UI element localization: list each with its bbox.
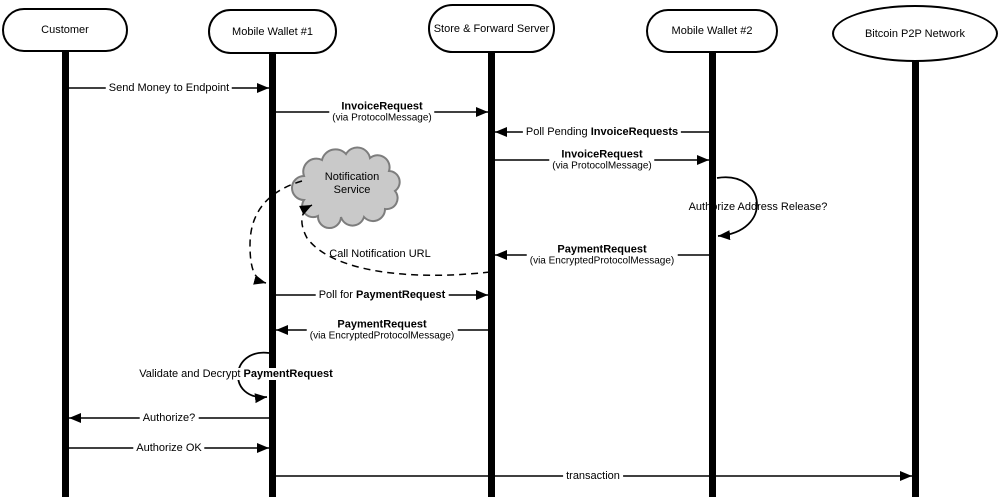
lifeline-wallet1: [269, 54, 276, 497]
actor-header-customer: [2, 8, 128, 52]
self-message-label-validate-and-decrypt-paymentrequest-text: Validate and Decrypt PaymentRequest: [139, 368, 333, 380]
message-label-send-money-to-endpoint-text: Send Money to Endpoint: [108, 82, 230, 94]
actor-header-bitcoin: [832, 5, 998, 62]
actor-header-wallet1: [208, 9, 337, 54]
actor-label-wallet2: Mobile Wallet #2: [671, 25, 753, 37]
actor-label-server: Store & Forward Server: [433, 22, 550, 35]
message-label-transaction: [563, 470, 623, 482]
notification-service-label-line: Service: [333, 184, 371, 196]
message-label-invoice-request-to-server-text: InvoiceRequest: [341, 100, 423, 113]
lifeline-server: [488, 52, 495, 497]
notification-service-label: [325, 171, 379, 197]
actor-label-bitcoin: Bitcoin P2P Network: [864, 27, 966, 40]
message-label-invoice-request-to-wallet2: [549, 149, 654, 172]
dashed-label-call-notification-url: [329, 248, 430, 260]
message-label-poll-for-paymentrequest: [316, 289, 449, 301]
lifeline-wallet2: [709, 52, 716, 497]
message-label-transaction-text: transaction: [566, 470, 620, 482]
message-label-poll-for-paymentrequest-text: Poll for PaymentRequest: [318, 289, 446, 301]
actor-label-customer: Customer: [41, 24, 89, 36]
message-label-invoice-request-to-wallet2-text: InvoiceRequest: [561, 148, 643, 161]
message-label-poll-pending-invoicerequests: [523, 126, 681, 138]
message-label-payment-request-to-wallet1-text: PaymentRequest: [337, 318, 427, 331]
message-label-payment-request-to-server-text: PaymentRequest: [557, 243, 647, 256]
notification-service-label-line: Notification: [324, 171, 380, 183]
lifeline-bitcoin: [912, 61, 919, 497]
message-label-payment-request-to-server-via: (via EncryptedProtocolMessage): [529, 255, 675, 267]
message-label-authorize: [140, 412, 199, 424]
message-label-payment-request-to-wallet1: [307, 319, 458, 342]
actor-label-wallet1: Mobile Wallet #1: [232, 25, 313, 38]
message-label-send-money-to-endpoint: [106, 82, 232, 94]
message-label-authorize-text: Authorize?: [142, 412, 196, 424]
message-label-authorize-ok-text: Authorize OK: [136, 442, 202, 454]
message-label-poll-pending-invoicerequests-text: Poll Pending InvoiceRequests: [525, 126, 679, 138]
message-label-invoice-request-to-server: [329, 101, 434, 124]
dashed-label-call-notification-url-text: Call Notification URL: [329, 248, 431, 260]
message-label-invoice-request-to-server-via: (via ProtocolMessage): [332, 112, 432, 124]
self-message-label-validate-and-decrypt-paymentrequest: [136, 368, 336, 380]
message-label-invoice-request-to-wallet2-via: (via ProtocolMessage): [552, 160, 652, 172]
self-message-label-authorize-address-release-text: Authorize Address Release?: [688, 201, 828, 213]
message-label-authorize-ok: [133, 442, 204, 454]
lifeline-customer: [62, 52, 69, 497]
actor-header-server: [428, 4, 555, 53]
actor-header-wallet2: [646, 9, 778, 53]
self-message-label-authorize-address-release: [689, 201, 828, 213]
message-label-payment-request-to-wallet1-via: (via EncryptedProtocolMessage): [309, 330, 455, 342]
message-label-payment-request-to-server: [527, 244, 678, 267]
